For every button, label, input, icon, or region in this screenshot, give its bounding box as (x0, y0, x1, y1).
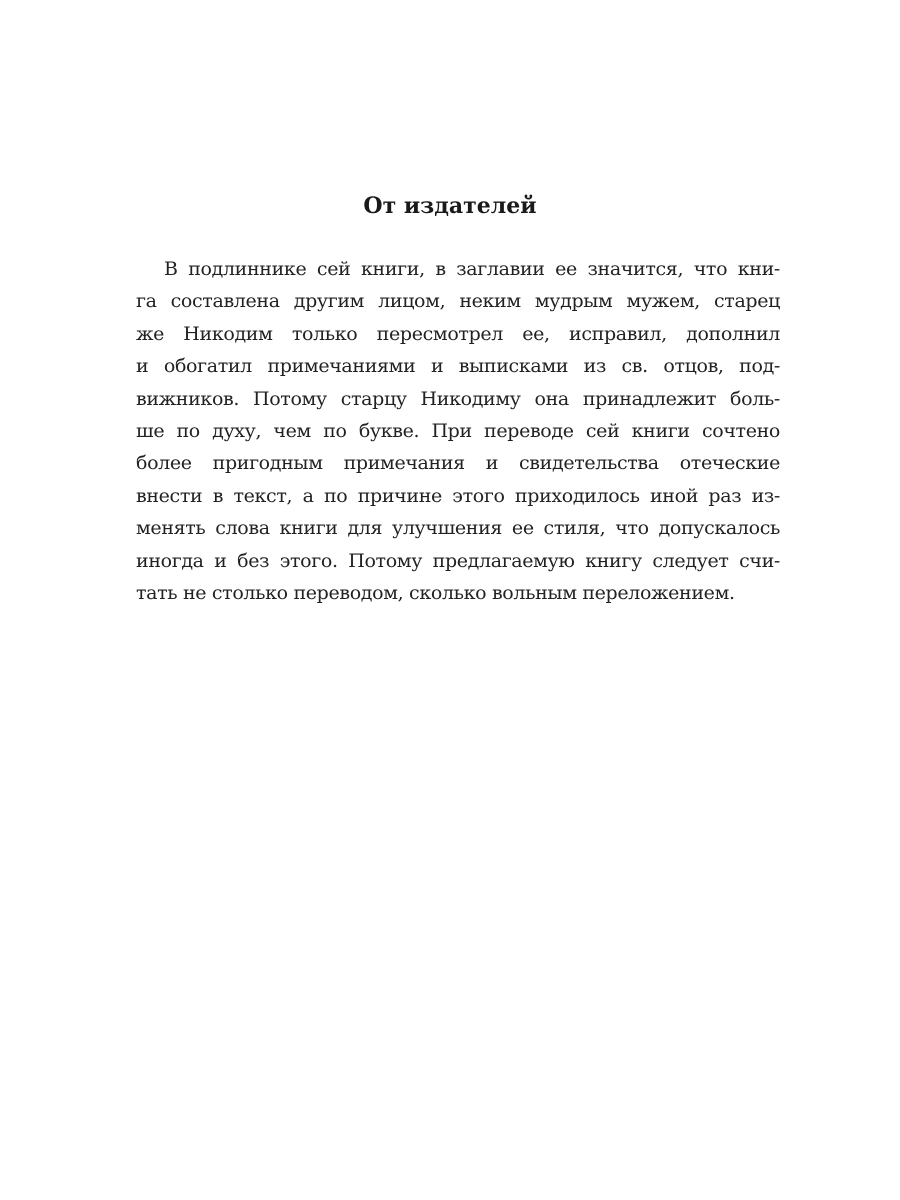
paragraph-line: и обогатил примечаниями и выписками из св. отцов, под- (136, 355, 780, 378)
paragraph-line: менять слова книги для улучшения ее стиля, что допускалось (136, 517, 780, 540)
paragraph-line: тать не столько переводом, сколько вольным переложением. (136, 581, 735, 604)
paragraph-line: более пригодным примечания и свидетельства отеческие (136, 452, 780, 475)
paragraph-line: га составлена другим лицом, неким мудрым мужем, старец (136, 290, 780, 313)
paragraph-line: вижников. Потому старцу Никодиму она принадлежит боль- (136, 387, 780, 410)
page-heading: От издателей (363, 193, 537, 219)
paragraph-line: же Никодим только пересмотрел ее, исправил, дополнил (136, 322, 780, 345)
paragraph-line: внести в текст, а по причине этого приходилось иной раз из- (136, 484, 780, 507)
paragraph-line: В подлиннике сей книги, в заглавии ее значится, что кни- (164, 258, 780, 280)
preface-paragraph (136, 253, 780, 609)
paragraph-line: иногда и без этого. Потому предлагаемую книгу следует счи- (136, 549, 780, 572)
paragraph-line: ше по духу, чем по букве. При переводе сей книги сочтено (136, 419, 780, 442)
